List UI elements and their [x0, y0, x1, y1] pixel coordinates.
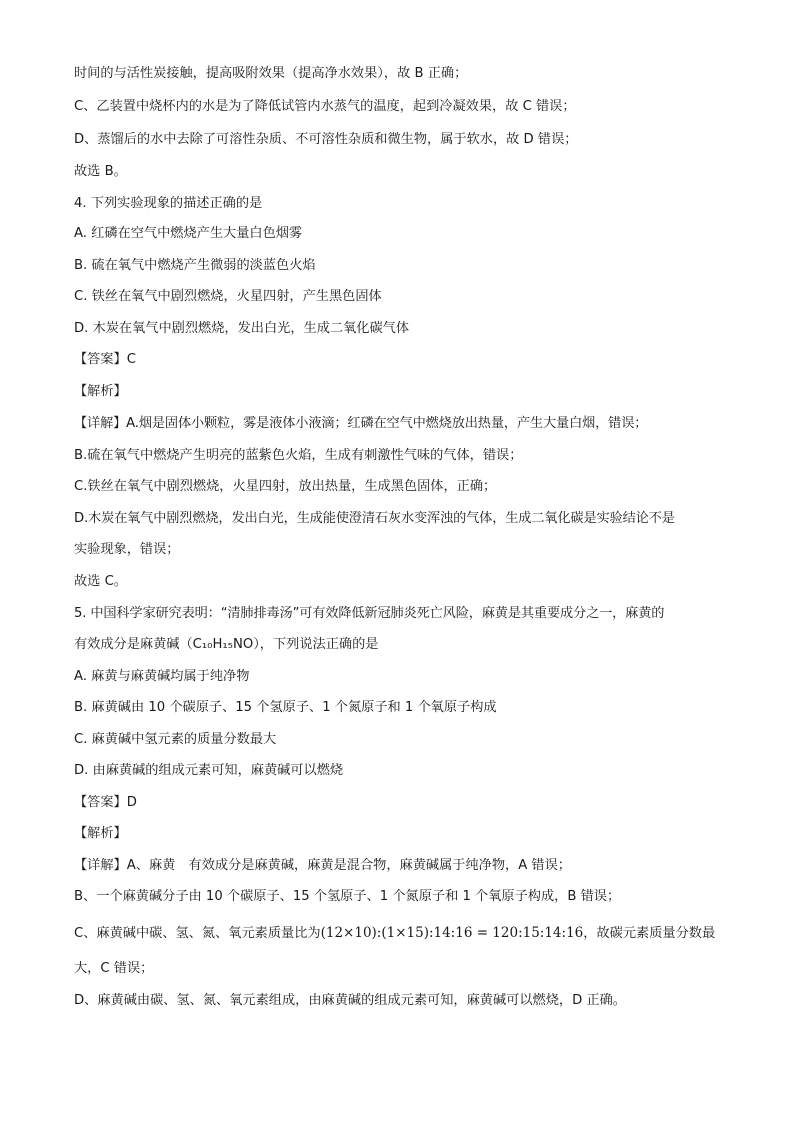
answer-label: 【答案】D [74, 795, 137, 810]
text-line: 故选 C。 [74, 574, 127, 589]
explanation-line: D、麻黄碱由碳、氢、氮、氧元素组成，由麻黄碱的组成元素可知，麻黄碱可以燃烧，D 正确。 [74, 993, 626, 1008]
question-5-option-b: B. 麻黄碱由 10 个碳原子、15 个氢原子、1 个氮原子和 1 个氧原子构成 [74, 700, 497, 715]
question-4-stem: 4. 下列实验现象的描述正确的是 [74, 196, 263, 211]
explanation-line: C.铁丝在氧气中剧烈燃烧，火星四射，放出热量，生成黑色固体，正确； [74, 479, 497, 494]
question-5-option-c: C. 麻黄碱中氢元素的质量分数最大 [74, 732, 277, 747]
explanation-line: 【详解】A、麻黄 有效成分是麻黄碱，麻黄是混合物，麻黄碱属于纯净物，A 错误； [74, 858, 571, 873]
question-4-option-a: A. 红磷在空气中燃烧产生大量白色烟雾 [74, 226, 303, 241]
question-4-option-b: B. 硫在氧气中燃烧产生微弱的淡蓝色火焰 [74, 258, 316, 273]
explanation-line: D.木炭在氧气中剧烈燃烧，发出白光，生成能使澄清石灰水变浑浊的气体，生成二氧化碳是实验结论不是 [74, 511, 675, 526]
question-4-option-d: D. 木炭在氧气中剧烈燃烧，发出白光，生成二氧化碳气体 [74, 321, 410, 336]
explanation-line: 实验现象，错误； [74, 542, 180, 557]
mass-ratio-formula: (12×10):(1×15):14:16 = 120:15:14:16 [320, 925, 584, 941]
explanation-text: ，故碳元素质量分数最 [583, 926, 716, 941]
explanation-line: B.硫在氧气中燃烧产生明亮的蓝紫色火焰，生成有刺激性气味的气体，错误； [74, 448, 523, 463]
explanation-line-with-formula [74, 924, 715, 943]
analysis-label: 【解析】 [74, 384, 127, 399]
text-line: D、蒸馏后的水中去除了可溶性杂质、不可溶性杂质和微生物，属于软水，故 D 错误； [74, 132, 578, 147]
text-line: 时间的与活性炭接触，提高吸附效果（提高净水效果），故 B 正确； [74, 66, 468, 81]
explanation-text: C、麻黄碱中碳、氢、氮、氧元素质量比为 [74, 926, 321, 941]
question-5-option-d: D. 由麻黄碱的组成元素可知，麻黄碱可以燃烧 [74, 763, 344, 778]
text-line: C、乙装置中烧杯内的水是为了降低试管内水蒸气的温度，起到冷凝效果，故 C 错误； [74, 99, 576, 114]
answer-label: 【答案】C [74, 352, 136, 367]
analysis-label: 【解析】 [74, 826, 127, 841]
question-5-stem-cont: 有效成分是麻黄碱（C₁₀H₁₅NO），下列说法正确的是 [74, 637, 379, 652]
explanation-line: 大，C 错误； [74, 961, 154, 976]
text-line: 故选 B。 [74, 164, 127, 179]
question-4-option-c: C. 铁丝在氧气中剧烈燃烧，火星四射，产生黑色固体 [74, 289, 382, 304]
explanation-line: 【详解】A.烟是固体小颗粒，雾是液体小液滴；红磷在空气中燃烧放出热量，产生大量白烟，错误； [74, 416, 648, 431]
question-5-option-a: A. 麻黄与麻黄碱均属于纯净物 [74, 669, 250, 684]
explanation-line: B、一个麻黄碱分子由 10 个碳原子、15 个氢原子、1 个氮原子和 1 个氧原子构成，B 错误； [74, 889, 621, 904]
question-5-stem: 5. 中国科学家研究表明：“清肺排毒汤”可有效降低新冠肺炎死亡风险，麻黄是其重要成分之一，麻黄的 [74, 606, 665, 621]
